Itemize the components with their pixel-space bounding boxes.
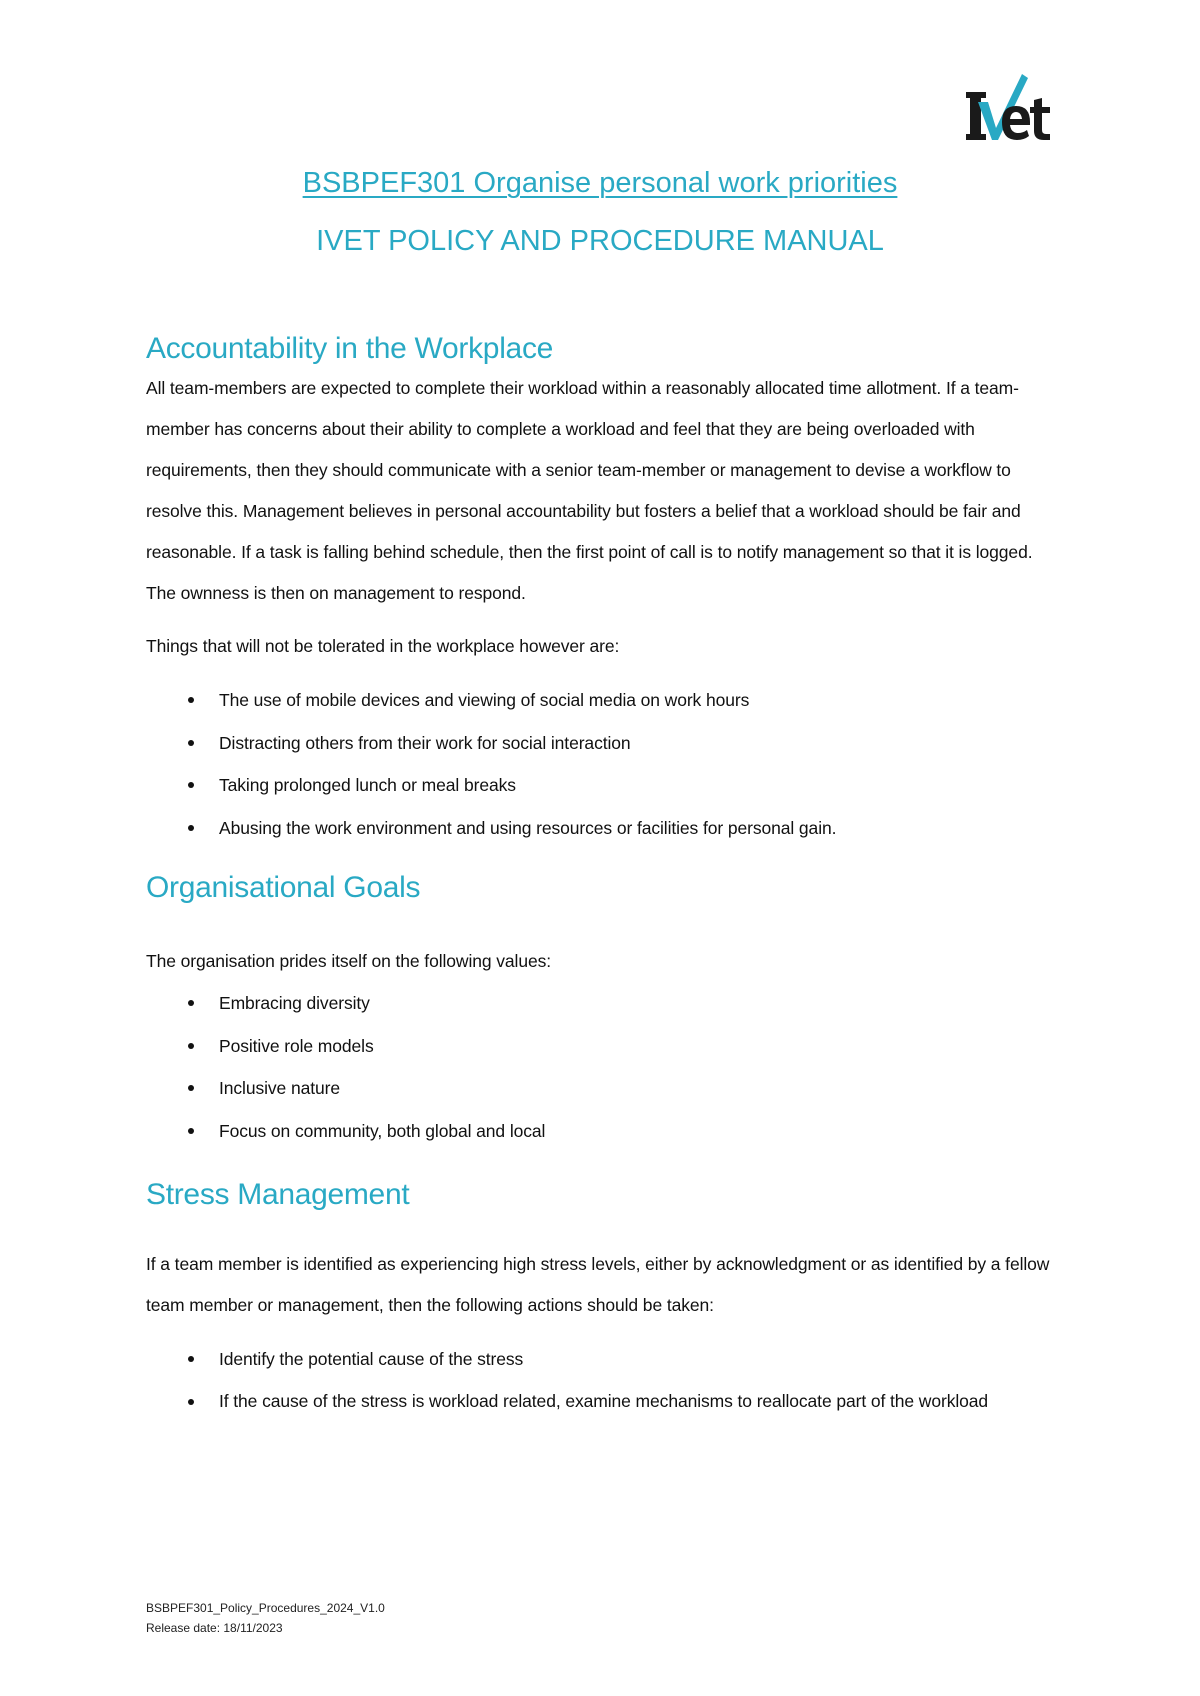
list-item: If the cause of the stress is workload related, examine mechanisms to reallocate part of the workload bbox=[146, 1381, 1066, 1422]
bullet-icon bbox=[188, 1399, 194, 1405]
bullet-icon bbox=[188, 697, 194, 703]
main-content bbox=[146, 330, 1066, 1422]
title-block bbox=[0, 165, 1200, 259]
accountability-intro: Things that will not be tolerated in the workplace however are: bbox=[146, 636, 620, 656]
bullet-icon bbox=[188, 782, 194, 788]
accountability-paragraph: All team-members are expected to complete their workload within a reasonably allocated time allotment. If a team-member has concerns about their ability to complete a workload and feel that they are being overloaded with requirements, then they should communicate with a senior team-member or management to devise a workflow to resolve this. Management believes in personal accountability but fosters a belief that a workload should be fair and reasonable. If a task is falling behind schedule, then the first point of call is to notify management so that it is logged. The ownness is then on management to respond. bbox=[146, 378, 1033, 603]
ivet-logo bbox=[960, 72, 1060, 150]
document-subtitle: IVET POLICY AND PROCEDURE MANUAL bbox=[316, 225, 884, 257]
list-item: Inclusive nature bbox=[146, 1067, 1066, 1110]
bullet-icon bbox=[188, 1000, 194, 1006]
bullet-icon bbox=[188, 1356, 194, 1362]
list-item: Positive role models bbox=[146, 1025, 1066, 1068]
bullet-icon bbox=[188, 1128, 194, 1134]
bullet-icon bbox=[188, 1043, 194, 1049]
list-item: Distracting others from their work for social interaction bbox=[146, 722, 1066, 765]
stress-paragraph: If a team member is identified as experiencing high stress levels, either by acknowledgment or as identified by a fellow team member or management, then the following actions should be taken: bbox=[146, 1254, 1050, 1315]
goals-intro: The organisation prides itself on the following values: bbox=[146, 951, 552, 971]
list-item: Abusing the work environment and using resources or facilities for personal gain. bbox=[146, 807, 1066, 850]
list-item: Taking prolonged lunch or meal breaks bbox=[146, 764, 1066, 807]
heading-accountability: Accountability in the Workplace bbox=[146, 332, 554, 365]
footer-release-date: Release date: 18/11/2023 bbox=[146, 1621, 283, 1635]
heading-stress-management: Stress Management bbox=[146, 1178, 410, 1211]
accountability-list bbox=[146, 679, 1066, 849]
goals-list bbox=[146, 982, 1066, 1152]
page-footer bbox=[146, 1598, 385, 1638]
stress-list bbox=[146, 1338, 1066, 1422]
list-item: Focus on community, both global and local bbox=[146, 1110, 1066, 1153]
bullet-icon bbox=[188, 740, 194, 746]
document-title: BSBPEF301 Organise personal work priorities bbox=[302, 167, 898, 199]
list-item: The use of mobile devices and viewing of social media on work hours bbox=[146, 679, 1066, 722]
footer-doc-code: BSBPEF301_Policy_Procedures_2024_V1.0 bbox=[146, 1601, 385, 1615]
bullet-icon bbox=[188, 825, 194, 831]
list-item: Identify the potential cause of the stress bbox=[146, 1338, 1066, 1381]
list-item: Embracing diversity bbox=[146, 982, 1066, 1025]
heading-organisational-goals: Organisational Goals bbox=[146, 871, 421, 904]
bullet-icon bbox=[188, 1085, 194, 1091]
